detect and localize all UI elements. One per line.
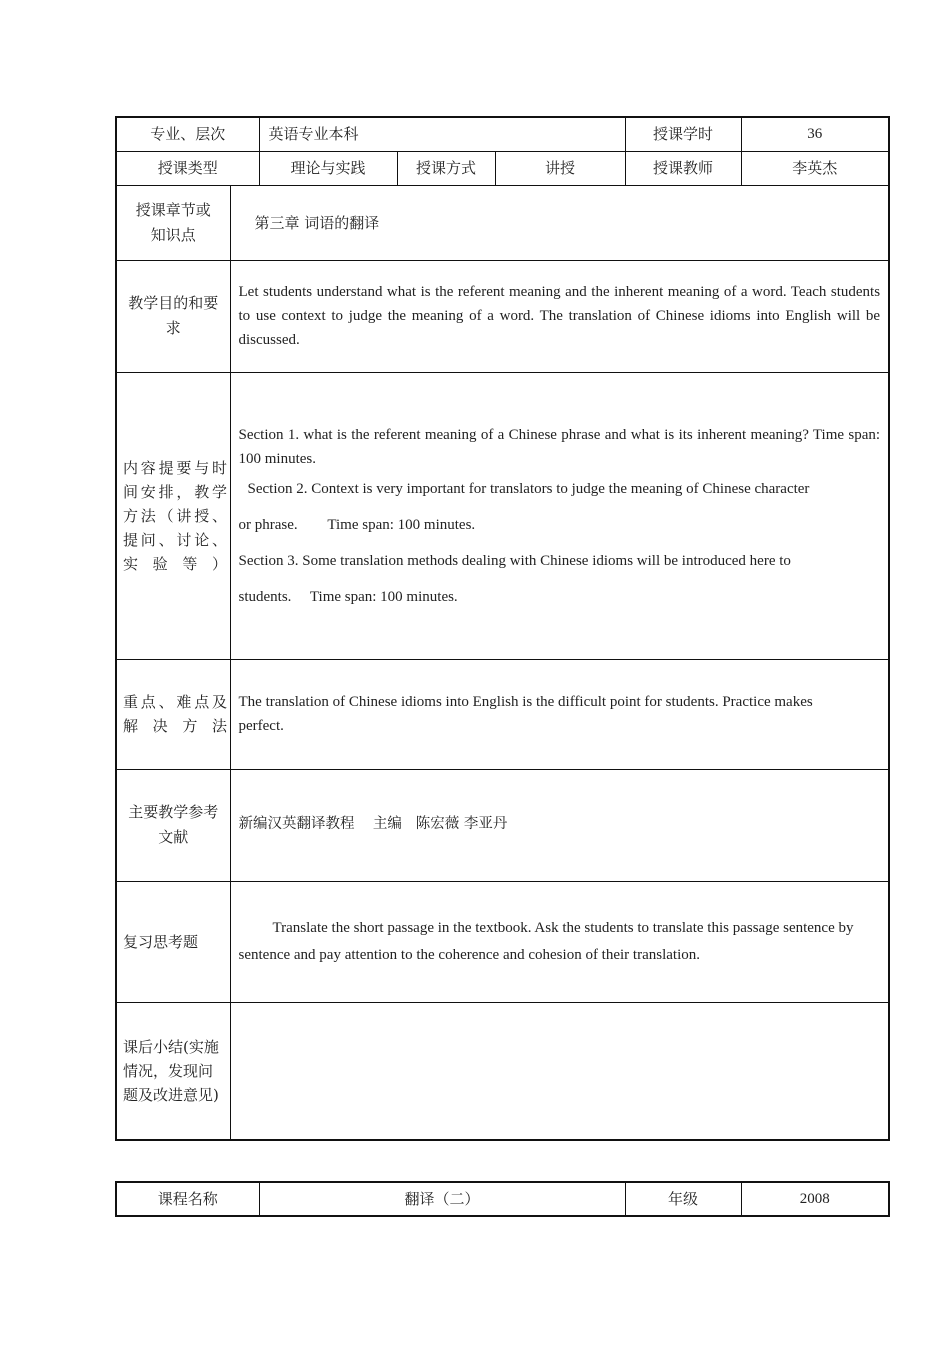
goals-label-text: 教学目的和要求 [128,294,219,337]
chapter-label-text: 授课章节或知识点 [135,200,211,244]
content-row [116,372,889,659]
summary-row [116,1002,889,1140]
goals-value: Let students understand what is the referent meaning and the inherent meaning of a word. Teach students to use context to judge the meaning of a word. The translation of Chinese idioms into English will be discussed. [230,260,889,372]
content-value [230,372,889,659]
grade-value: 2008 [741,1182,889,1216]
key-value: The translation of Chinese idioms into English is the difficult point for students. Practice makes perfect. [230,659,889,769]
refs-label [116,769,230,881]
method-label: 授课方式 [397,151,495,185]
content-section-1: Section 1. what is the referent meaning of a Chinese phrase and what is its inherent meaning? Time span: 100 minutes. [238,426,881,467]
content-section-2b: or phrase. Time span: 100 minutes. [238,516,476,533]
lesson-plan-table [115,116,890,1141]
summary-value [230,1002,889,1140]
header-row-2 [116,151,889,185]
major-label: 专业、层次 [116,117,259,151]
type-value: 理论与实践 [259,151,397,185]
review-row [116,881,889,1002]
course-value: 翻译（二） [259,1182,625,1216]
course-row [116,1182,889,1216]
method-value: 讲授 [495,151,625,185]
chapter-value: 第三章 词语的翻译 [230,185,889,260]
grade-label: 年级 [625,1182,741,1216]
major-value: 英语专业本科 [259,117,625,151]
chapter-label [116,185,230,260]
key-row [116,659,889,769]
header-row-1 [116,117,889,151]
refs-value: 新编汉英翻译教程 主编 陈宏薇 李亚丹 [230,769,889,881]
key-label [116,659,230,769]
content-label-text: 内容提要与时间安排，教学方法（讲授、提问、讨论、实验等） [123,458,227,573]
type-label: 授课类型 [116,151,259,185]
key-label-text: 重点、难点及解决方法 [123,693,227,735]
teacher-label: 授课教师 [625,151,741,185]
hours-label: 授课学时 [625,117,741,151]
goals-row [116,260,889,372]
teacher-value: 李英杰 [741,151,889,185]
summary-label [116,1002,230,1140]
review-label: 复习思考题 [116,881,230,1002]
goals-label [116,260,230,372]
course-info-table [115,1181,890,1217]
content-section-2a: Section 2. Context is very important for translators to judge the meaning of Chinese character [247,480,810,497]
hours-value: 36 [741,117,889,151]
content-label [116,372,230,659]
review-value: Translate the short passage in the textbook. Ask the students to translate this passage sentence by sentence and pay attention to the coherence and cohesion of their translation. [230,881,889,1002]
course-label: 课程名称 [116,1182,259,1216]
refs-row [116,769,889,881]
chapter-row [116,185,889,260]
content-section-3a: Section 3. Some translation methods dealing with Chinese idioms will be introduced here to [238,552,791,569]
content-section-3b: students. Time span: 100 minutes. [238,588,458,605]
refs-label-text: 主要教学参考文献 [128,803,219,846]
summary-label-text: 课后小结(实施情况，发现问题及改进意见) [123,1037,219,1104]
